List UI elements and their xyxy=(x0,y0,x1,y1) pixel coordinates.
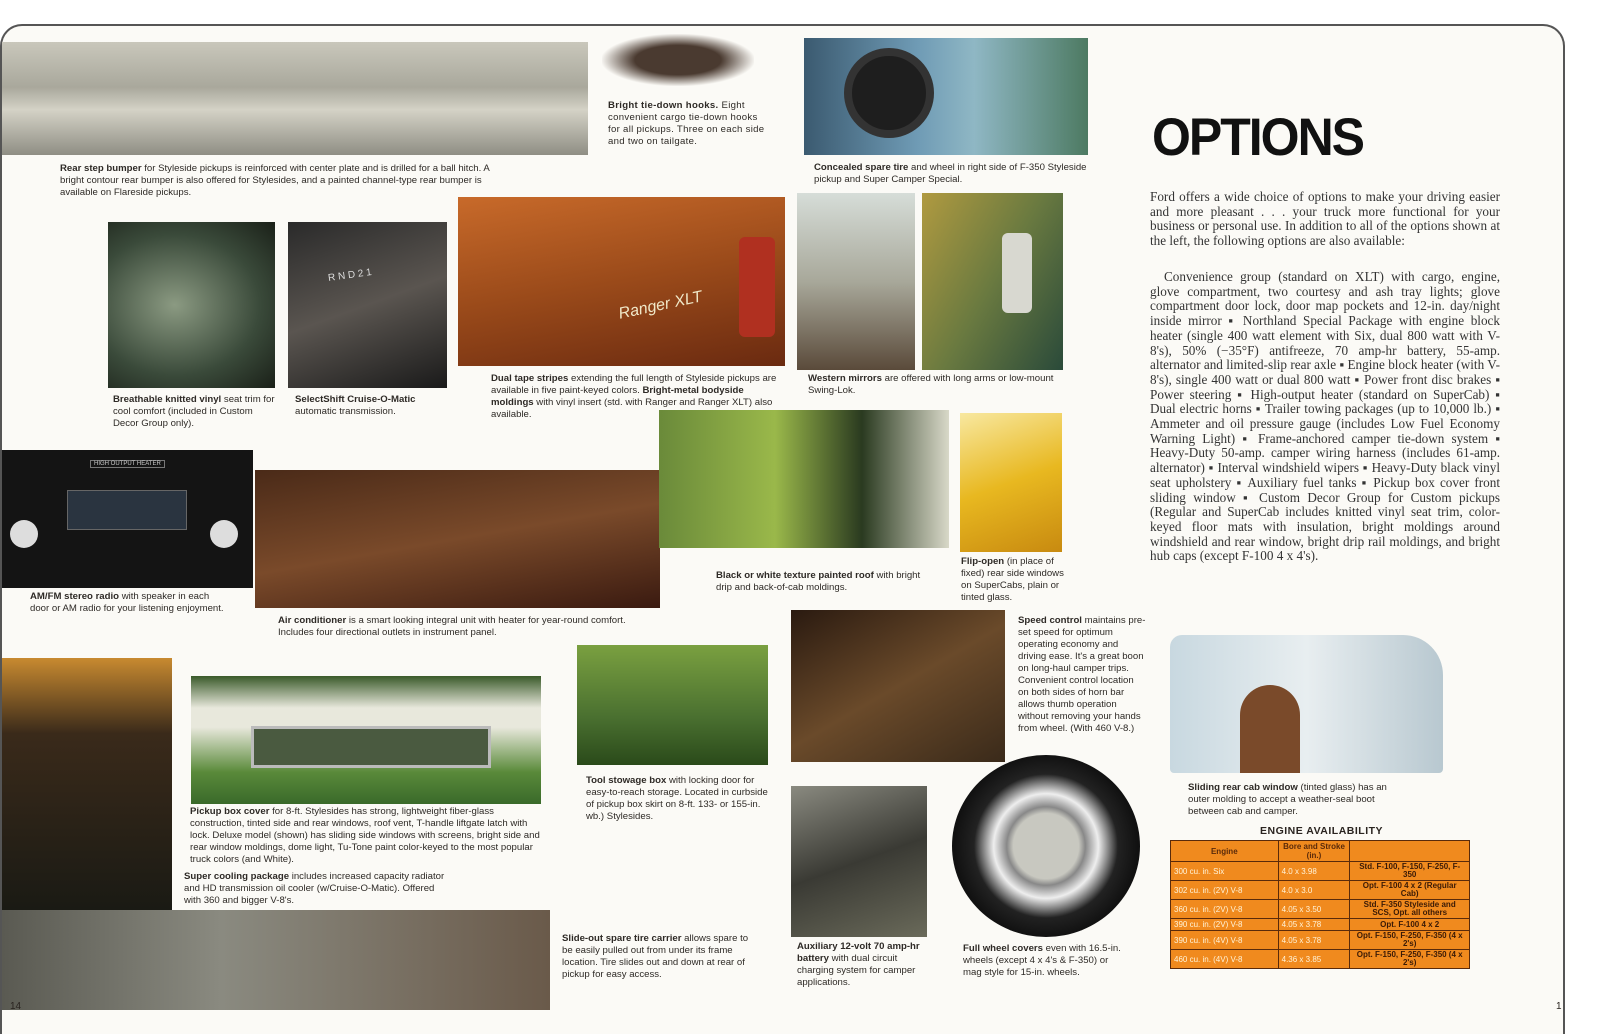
auxiliary-battery-photo xyxy=(791,786,927,937)
engine-cell: 390 cu. in. (2V) V-8 xyxy=(1171,919,1279,931)
bore-cell: 4.05 x 3.78 xyxy=(1278,919,1350,931)
western-mirror-photo-2 xyxy=(922,193,1063,370)
flip-open-window-photo xyxy=(960,413,1062,552)
header-availability xyxy=(1350,841,1470,862)
pickup-box-cover-photo xyxy=(191,676,541,804)
bore-cell: 4.36 x 3.85 xyxy=(1278,950,1350,969)
bore-cell: 4.0 x 3.98 xyxy=(1278,862,1350,881)
sliding-cab-window-photo xyxy=(1170,635,1443,773)
caption-air-conditioner: Air conditioner is a smart looking integral unit with heater for year-round comfort. Includes four directional outlets in instrument panel. xyxy=(278,615,626,638)
ranger-xlt-badge: Ranger XLT xyxy=(617,288,704,323)
table-row xyxy=(1171,862,1470,881)
header-engine: Engine xyxy=(1171,841,1279,862)
caption-super-cooling: Super cooling package includes increased capacity radiator and HD transmission oil cooler (w/Cruise-O-Matic). Offered with 360 and bigger V-8's. xyxy=(184,871,445,906)
spare-tire-carrier-photo xyxy=(2,910,550,1010)
tie-down-hook-photo xyxy=(602,34,754,86)
radio-panel-label: HIGH OUTPUT HEATER xyxy=(90,460,165,468)
table-row xyxy=(1171,881,1470,900)
availability-cell: Opt. F-100 4 x 2 (Regular Cab) xyxy=(1350,881,1470,900)
availability-cell: Std. F-100, F-150, F-250, F-350 xyxy=(1350,862,1470,881)
am-fm-radio-photo xyxy=(2,450,253,588)
caption-tie-down-hooks: Bright tie-down hooks. Eight convenient cargo tie-down hooks for all pickups. Three on each side and two on tailgate. xyxy=(608,100,765,147)
table-header-row xyxy=(1171,841,1470,862)
caption-spare-tire-carrier: Slide-out spare tire carrier allows spare to be easily pulled out from under its frame location. Tire slides out and down at rear of pickup for easy access. xyxy=(562,933,749,980)
table-row xyxy=(1171,919,1470,931)
selectshift-photo xyxy=(288,222,447,388)
gear-indicator-text: R N D 2 1 xyxy=(327,266,373,285)
concealed-spare-tire-photo xyxy=(804,38,1088,155)
caption-knitted-vinyl: Breathable knitted vinyl seat trim for cool comfort (included in Custom Decor Group only). xyxy=(113,394,275,429)
engine-cell: 360 cu. in. (2V) V-8 xyxy=(1171,900,1279,919)
page-title: OPTIONS xyxy=(1152,107,1364,167)
caption-painted-roof: Black or white texture painted roof with bright drip and back-of-cab moldings. xyxy=(716,570,921,593)
engine-cell: 300 cu. in. Six xyxy=(1171,862,1279,881)
caption-flip-open: Flip-open (in place of fixed) rear side windows on SuperCabs, plain or tinted glass. xyxy=(961,556,1064,603)
engine-cell: 390 cu. in. (4V) V-8 xyxy=(1171,931,1279,950)
engine-cell: 302 cu. in. (2V) V-8 xyxy=(1171,881,1279,900)
full-wheel-cover-photo xyxy=(952,755,1140,937)
table-row xyxy=(1171,950,1470,969)
engine-cell: 460 cu. in. (4V) V-8 xyxy=(1171,950,1279,969)
caption-full-wheel-covers: Full wheel covers even with 16.5-in. wheels (except 4 x 4's & F-350) or mag style for 15-in. wheels. xyxy=(963,943,1121,978)
table-row xyxy=(1171,931,1470,950)
western-mirror-photo-1 xyxy=(797,193,915,370)
caption-pickup-box-cover: Pickup box cover for 8-ft. Stylesides has strong, lightweight fiber-glass construction, tinted side and rear windows, roof vent, T-handle liftgate latch with lock. Deluxe model (shown) has sliding side windows with screens, bright side and rear window moldings, dome light, Tu-Tone paint color-keyed to the most popular truck colors (and White). xyxy=(190,806,540,865)
caption-western-mirrors: Western mirrors are offered with long arms or low-mount Swing-Lok. xyxy=(808,373,1054,396)
caption-sliding-cab-window: Sliding rear cab window (tinted glass) has an outer molding to accept a weather-seal boot between cab and camper. xyxy=(1188,782,1387,817)
speed-control-photo xyxy=(791,610,1005,762)
availability-cell: Opt. F-100 4 x 2 xyxy=(1350,919,1470,931)
caption-tool-stowage: Tool stowage box with locking door for easy-to-reach storage. Located in curbside of pickup box skirt on 8-ft. 133- or 155-in. wb.) Stylesides. xyxy=(586,775,768,822)
page-number-left: 14 xyxy=(10,1001,22,1012)
painted-roof-photo xyxy=(659,410,949,548)
bore-cell: 4.05 x 3.78 xyxy=(1278,931,1350,950)
tool-stowage-box-photo xyxy=(577,645,768,765)
caption-rear-step-bumper: Rear step bumper for Styleside pickups is reinforced with center plate and is drilled for a ball hitch. A bright contour rear bumper is also offered for Stylesides, and a painted channel-type rear bumper is available on Flareside pickups. xyxy=(60,163,490,198)
availability-cell: Opt. F-150, F-250, F-350 (4 x 2's) xyxy=(1350,931,1470,950)
dual-tape-stripes-photo xyxy=(458,197,785,366)
options-list-paragraph: Convenience group (standard on XLT) with cargo, engine, glove compartment, two courtesy and ash tray lights; glove compartment door lock, door map pockets and 12-in. day/night inside mirror ▪ Northland Special Package with engine block heater (single 400 watt element with Six, dual 800 watt with V-8's), 50% (−35°F) antifreeze, 70 amp-hr battery, 55-amp. alternator and limited-slip rear axle ▪ Engine block heater (with V-8's), single 400 watt or dual 800 watt ▪ Power front disc brakes ▪ Power steering ▪ High-output heater (standard on SuperCab) ▪ Dual electric horns ▪ Trailer towing packages (up to 10,000 lb.) ▪ Ammeter and oil pressure gauge (includes Low Fuel Economy Warning Light) ▪ Frame-anchored camper tie-down system ▪ Heavy-Duty 50-amp. camper wiring harness (includes 61-amp. alternator) ▪ Interval windshield wipers ▪ Heavy-Duty black vinyl seat upholstery ▪ Auxiliary fuel tanks ▪ Pickup box cover front sliding window ▪ Custom Decor Group for Custom pickups (Regular and SuperCab includes knitted vinyl seat trim, color-keyed floor mats with insulation, bright moldings around windshield and rear window, bright drip rail moldings, and bright hub caps (except F-100 4 x 4's). xyxy=(1150,269,1500,564)
air-conditioner-photo xyxy=(255,470,660,608)
header-bore-stroke: Bore and Stroke (in.) xyxy=(1278,841,1350,862)
intro-paragraph: Ford offers a wide choice of options to make your driving easier and more pleasant . . . your truck more functional for your business or personal use. In addition to all of the options shown at the left, the following options are also available: xyxy=(1150,189,1500,249)
engine-availability-table xyxy=(1170,840,1470,969)
page-number-right: 1 xyxy=(1556,1001,1562,1012)
caption-speed-control: Speed control maintains pre-set speed for optimum operating economy and driving ease. It's a great boon on long-haul camper trips. Convenient control location on both sides of horn bar allows thumb operation without removing your hands from wheel. (With 460 V-8.) xyxy=(1018,615,1146,734)
super-cooling-photo xyxy=(2,658,172,910)
availability-cell: Opt. F-150, F-250, F-350 (4 x 2's) xyxy=(1350,950,1470,969)
caption-dual-tape-stripes: Dual tape stripes extending the full length of Styleside pickups are available in five paint-keyed colors. Bright-metal bodyside moldings with vinyl insert (std. with Ranger and Ranger XLT) also available. xyxy=(491,373,777,420)
caption-selectshift: SelectShift Cruise-O-Matic automatic transmission. xyxy=(295,394,416,417)
availability-cell: Std. F-350 Styleside and SCS, Opt. all others xyxy=(1350,900,1470,919)
caption-concealed-spare: Concealed spare tire and wheel in right side of F-350 Styleside pickup and Super Camper Special. xyxy=(814,162,1087,185)
bore-cell: 4.05 x 3.50 xyxy=(1278,900,1350,919)
caption-am-fm-radio: AM/FM stereo radio with speaker in each door or AM radio for your listening enjoyment. xyxy=(30,591,224,614)
caption-auxiliary-battery: Auxiliary 12-volt 70 amp-hr battery with dual circuit charging system for camper applications. xyxy=(797,941,920,988)
knitted-vinyl-photo xyxy=(108,222,275,388)
rear-step-bumper-photo xyxy=(2,42,588,155)
table-row xyxy=(1171,900,1470,919)
bore-cell: 4.0 x 3.0 xyxy=(1278,881,1350,900)
engine-table-title: ENGINE AVAILABILITY xyxy=(1260,825,1384,837)
